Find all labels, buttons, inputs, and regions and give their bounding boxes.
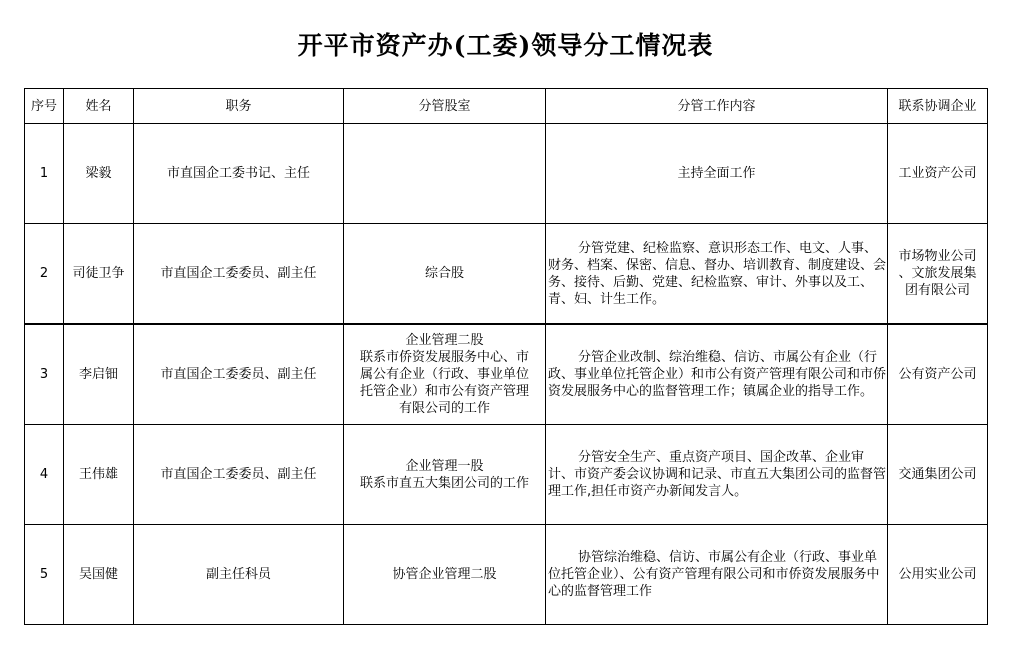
header-contact: 联系协调企业 [888,89,988,124]
cell-name: 梁毅 [64,124,134,224]
cell-name: 司徒卫争 [64,224,134,325]
department-line: 托管企业）和市公有资产管理 [359,384,529,399]
cell-work [546,525,888,625]
table-row [25,525,988,625]
department-line: 有限公司的工作 [398,401,490,416]
cell-contact [888,324,988,425]
cell-work [546,224,888,325]
contact-line: 团有限公司 [904,283,970,298]
table-row [25,324,988,425]
work-text: 分管安全生产、重点资产项目、国企改革、企业审计、市资产委会议协调和记录、市直五大集团公司的监督管理工作,担任市资产办新闻发言人。 [548,450,887,499]
cell-work [546,324,888,425]
cell-work [546,425,888,525]
cell-department [344,425,546,525]
cell-department [344,525,546,625]
table-row [25,425,988,525]
cell-position: 市直国企工委委员、副主任 [134,224,344,325]
work-text: 分管党建、纪检监察、意识形态工作、电文、人事、财务、档案、保密、信息、督办、培训教育、制度建设、会务、接待、后勤、党建、纪检监察、审计、外事以及工、青、妇、计生工作。 [548,240,887,307]
department-line: 综合股 [424,266,464,281]
work-text: 分管企业改制、综治维稳、信访、市属公有企业（行政、事业单位托管企业）和市公有资产管理有限公司和市侨资发展服务中心的监督管理工作；镇属企业的指导工作。 [548,350,887,399]
contact-line: 工业资产公司 [898,166,977,181]
cell-position: 市直国企工委委员、副主任 [134,425,344,525]
contact-line: 、文旅发展集 [898,266,977,281]
department-line: 协管企业管理二股 [392,567,497,582]
cell-position: 市直国企工委委员、副主任 [134,324,344,425]
cell-name: 吴国健 [64,525,134,625]
contact-line: 市场物业公司 [898,249,977,264]
department-line: 企业管理一股 [405,458,484,474]
contact-line: 公有资产公司 [898,367,977,382]
leader-division-table [24,88,988,625]
cell-position: 副主任科员 [134,525,344,625]
cell-no: 3 [25,324,64,425]
department-line: 联系市侨资发展服务中心、市 [359,350,529,365]
cell-contact [888,525,988,625]
cell-position: 市直国企工委书记、主任 [134,124,344,224]
department-line: 联系市直五大集团公司的工作 [359,475,529,491]
table-row [25,224,988,325]
cell-contact [888,124,988,224]
cell-department [344,224,546,325]
cell-name: 王伟雄 [64,425,134,525]
header-work: 分管工作内容 [546,89,888,124]
header-department: 分管股室 [344,89,546,124]
cell-department [344,124,546,224]
header-name: 姓名 [64,89,134,124]
work-text: 协管综治维稳、信访、市属公有企业（行政、事业单位托管企业）、公有资产管理有限公司和市侨资发展服务中心的监督管理工作 [548,550,880,599]
cell-work: 主持全面工作 [546,124,888,224]
cell-contact [888,224,988,325]
header-no: 序号 [25,89,64,124]
contact-line: 公用实业公司 [898,567,977,582]
page-title: 开平市资产办(工委)领导分工情况表 [297,31,714,60]
contact-line: 交通集团公司 [898,467,977,482]
cell-no: 1 [25,124,64,224]
department-line: 属公有企业（行政、事业单位 [359,367,529,382]
department-line: 企业管理二股 [405,333,484,348]
cell-no: 5 [25,525,64,625]
header-position: 职务 [134,89,344,124]
cell-no: 2 [25,224,64,325]
cell-name: 李启钿 [64,324,134,425]
cell-contact [888,425,988,525]
cell-no: 4 [25,425,64,525]
cell-department [344,324,546,425]
table-header-row [25,89,988,124]
table-row [25,124,988,224]
